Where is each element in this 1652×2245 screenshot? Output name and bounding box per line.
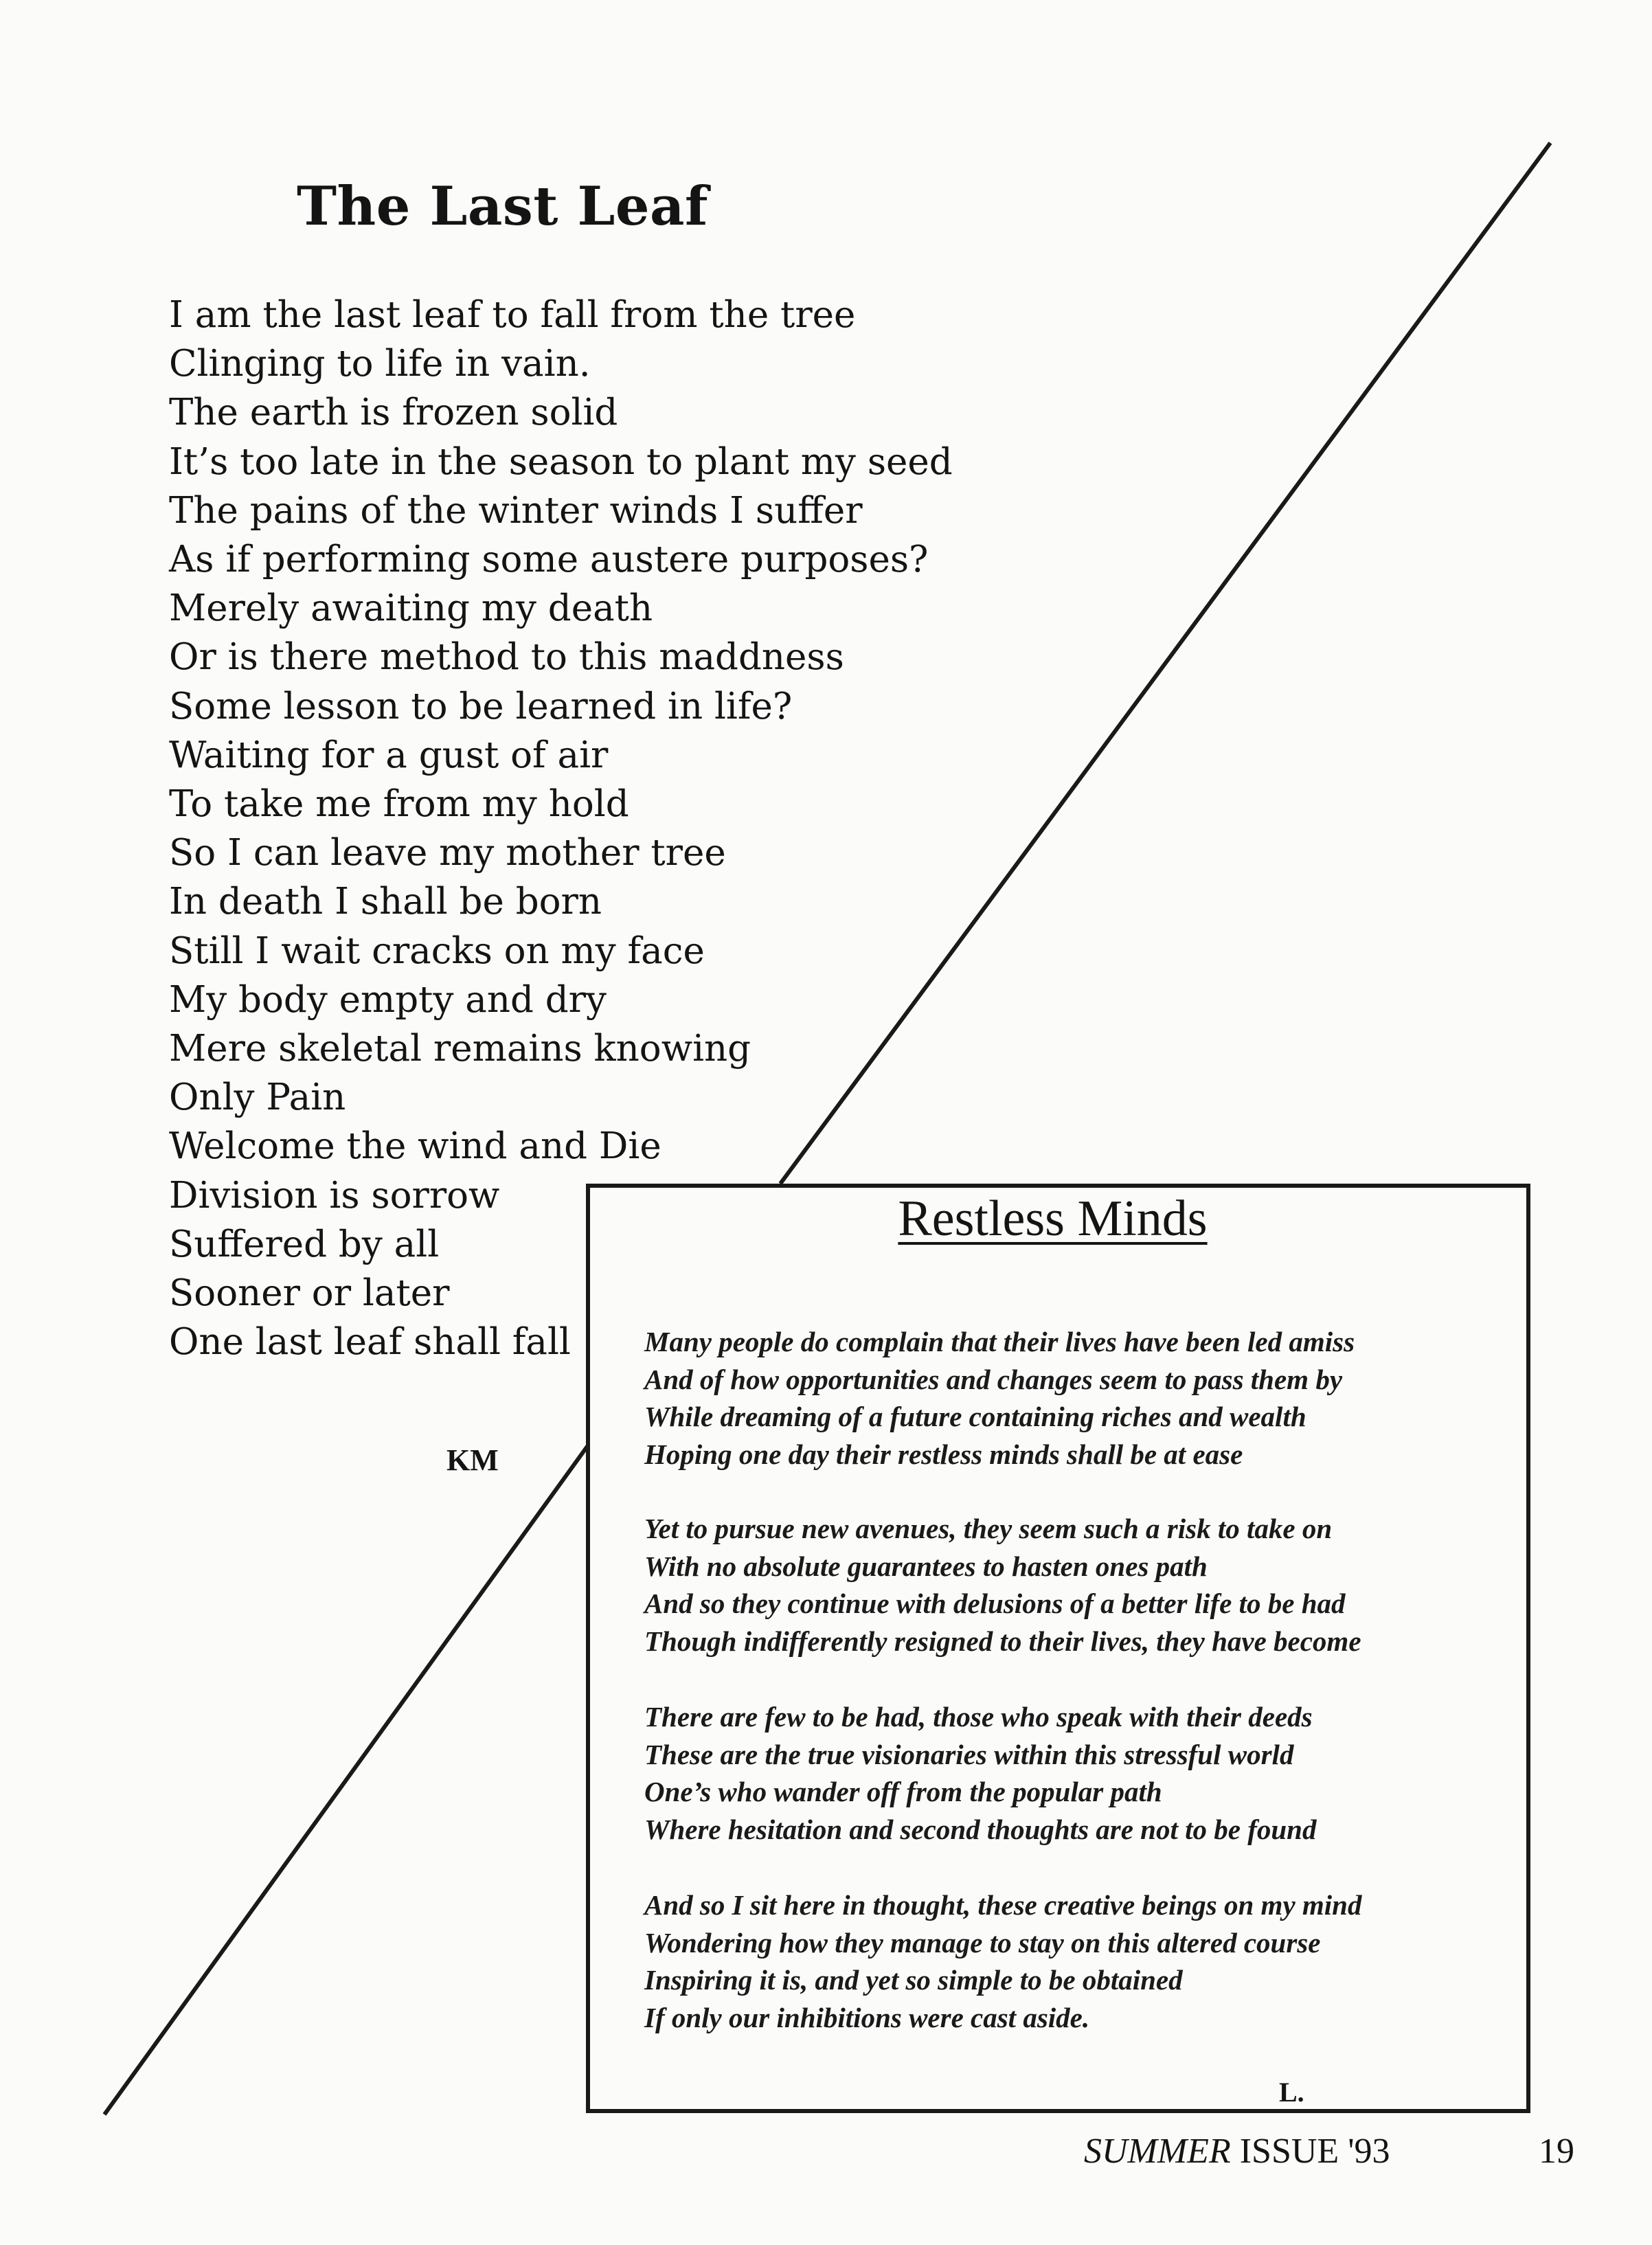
poem-line: The earth is frozen solid bbox=[169, 392, 618, 434]
poem-line: Clinging to life in vain. bbox=[169, 343, 591, 385]
footer-issue: ISSUE '93 bbox=[1239, 2132, 1390, 2171]
poem-line: Only Pain bbox=[169, 1076, 346, 1119]
poem-line: Still I wait cracks on my face bbox=[169, 929, 705, 972]
poem-line: As if performing some austere purposes? bbox=[169, 539, 929, 581]
poem-line: One last leaf shall fall bbox=[169, 1321, 571, 1364]
poem-line: It’s too late in the season to plant my seed bbox=[169, 440, 953, 483]
poem-line: Inspiring it is, and yet so simple to be obtained bbox=[644, 1964, 1183, 1996]
poem-title-text: Restless Minds bbox=[898, 1191, 1208, 1247]
poem-author-km: KM bbox=[446, 1443, 499, 1477]
poem-line: Division is sorrow bbox=[169, 1174, 500, 1217]
poem-line: To take me from my hold bbox=[169, 783, 629, 826]
poem-line: The pains of the winter winds I suffer bbox=[169, 489, 863, 532]
poem-line: My body empty and dry bbox=[169, 978, 607, 1021]
poem-stanza-3 bbox=[644, 1698, 1517, 1848]
poem-line: And of how opportunities and changes seem to pass them by bbox=[644, 1363, 1343, 1395]
poem-stanza-1 bbox=[644, 1323, 1517, 1473]
poem-line: Suffered by all bbox=[169, 1223, 440, 1265]
poem-line: Yet to pursue new avenues, they seem such a risk to take on bbox=[644, 1513, 1333, 1544]
poem-line: Merely awaiting my death bbox=[169, 587, 653, 630]
poem-line: Mere skeletal remains knowing bbox=[169, 1028, 751, 1070]
poem-author-l: L. bbox=[1279, 2077, 1304, 2108]
poem-line: With no absolute guarantees to hasten ones path bbox=[644, 1550, 1208, 1582]
poem-line: Though indifferently resigned to their lives, they have become bbox=[644, 1625, 1361, 1657]
poem-line: Where hesitation and second thoughts are not to be found bbox=[644, 1813, 1317, 1845]
poem-line: In death I shall be born bbox=[169, 881, 602, 923]
poem-title-last-leaf: The Last Leaf bbox=[297, 175, 709, 238]
poem-line: There are few to be had, those who speak with their deeds bbox=[644, 1701, 1313, 1733]
poem-line: Sooner or later bbox=[169, 1272, 450, 1315]
poem-stanza-2 bbox=[644, 1510, 1517, 1660]
poem-line: If only our inhibitions were cast aside. bbox=[644, 2001, 1090, 2033]
poem-line: I am the last leaf to fall from the tree bbox=[169, 294, 856, 336]
poem-line: Hoping one day their restless minds shall be at ease bbox=[644, 1438, 1243, 1470]
poem-line: These are the true visionaries within this stressful world bbox=[644, 1738, 1294, 1770]
poem-line: Waiting for a gust of air bbox=[169, 734, 609, 776]
poem-title-restless-minds bbox=[0, 1190, 1652, 1248]
poem-line: So I can leave my mother tree bbox=[169, 832, 726, 875]
issue-footer bbox=[1084, 2131, 1390, 2171]
diagonal-line-lower bbox=[104, 1445, 588, 2114]
poem-stanza-4 bbox=[644, 1886, 1517, 2036]
poem-line: Wondering how they manage to stay on this altered course bbox=[644, 1926, 1321, 1959]
poem-line: And so they continue with delusions of a better life to be had bbox=[644, 1588, 1346, 1619]
poem-line: And so I sit here in thought, these creative beings on my mind bbox=[644, 1889, 1362, 1921]
poem-line: Some lesson to be learned in life? bbox=[169, 685, 793, 727]
poem-line: While dreaming of a future containing riches and wealth bbox=[644, 1401, 1306, 1432]
footer-season: SUMMER bbox=[1084, 2132, 1231, 2171]
page-number: 19 bbox=[1539, 2132, 1574, 2171]
poem-line: One’s who wander off from the popular path bbox=[644, 1776, 1162, 1807]
poem-line: Welcome the wind and Die bbox=[169, 1125, 661, 1168]
poem-line: Or is there method to this maddness bbox=[169, 636, 844, 679]
poem-line: Many people do complain that their lives have been led amiss bbox=[644, 1326, 1355, 1357]
